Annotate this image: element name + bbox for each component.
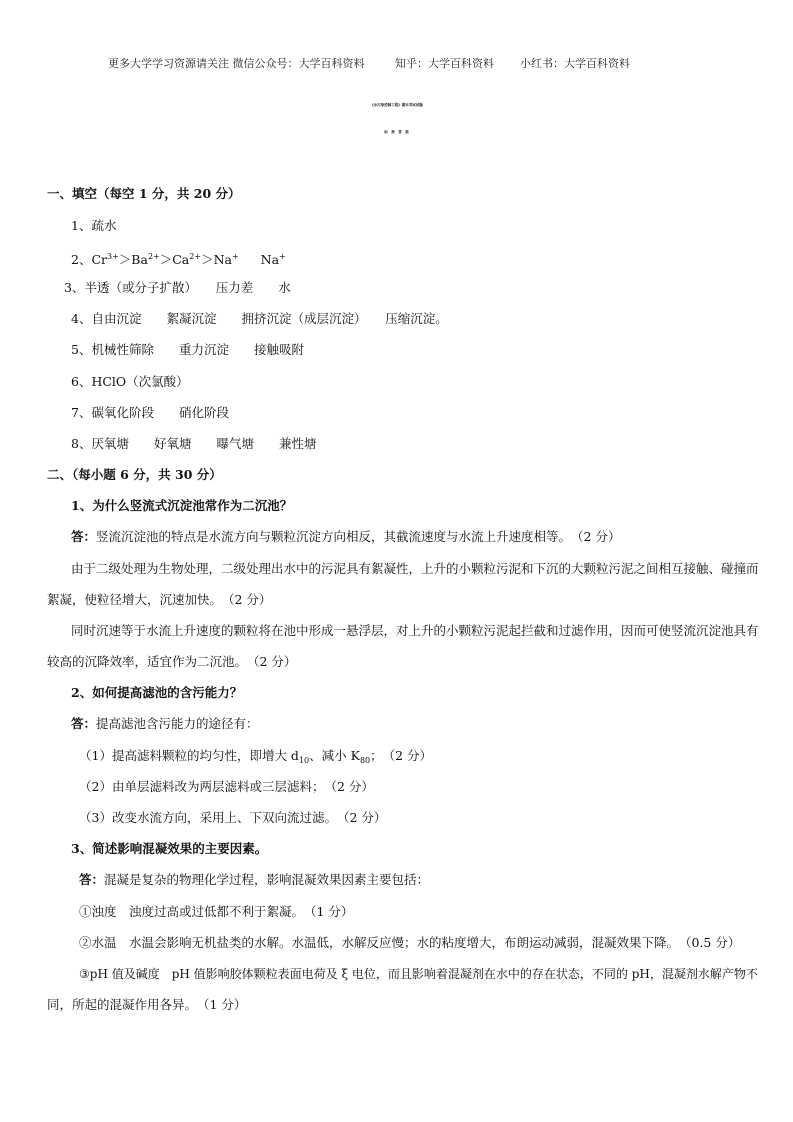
fill-answer-5: 5、机械性筛除 重力沉淀 接触吸附 — [71, 342, 304, 357]
question-3: 3、简述影响混凝效果的主要因素。 — [71, 841, 268, 856]
answer-3-factor3-line1: ③pH 值及碱度 pH 值影响胶体颗粒表面电荷及 ξ 电位，而且影响着混凝剂在水中的存在状态，不同的 pH，混凝剂水解产物不 — [79, 967, 758, 981]
page-title: 《水污染控制工程》期末考试试题 — [370, 103, 423, 107]
fill-answer-4: 4、自由沉淀 絮凝沉淀 拥挤沉淀（成层沉淀） 压缩沉淀。 — [71, 311, 448, 326]
fill-answer-6: 6、HClO（次氯酸） — [71, 374, 189, 389]
header-xiaohongshu: 小红书：大学百科资料 — [520, 57, 630, 70]
answer-2-item1: （1）提高滤料颗粒的均匀性，即增大 $d_{10}$、减小 $K_{80}$； （2 分） — [79, 748, 433, 765]
answer-2-item3: （3）改变水流方向，采用上、下双向流过滤。 （2 分） — [79, 810, 387, 825]
answer-1-para3-line1: 同时沉速等于水流上升速度的颗粒将在池中形成一悬浮层，对上升的小颗粒污泥起拦截和过滤作用，因而可使竖流沉淀池具有 — [71, 623, 759, 638]
header-wechat: 更多大学学习资源请关注 微信公众号：大学百科资料 — [108, 57, 365, 70]
answer-3-factor2: ②水温 水温会影响无机盐类的水解。水温低，水解反应慢；水的粘度增大，布朗运动减弱，混凝效果下降。 （0.5 分） — [79, 935, 741, 950]
answer-1-para2-line1: 由于二级处理为生物处理，二级处理出水中的污泥具有絮凝性，上升的小颗粒污泥和下沉的大颗粒污泥之间相互接触、碰撞而 — [71, 561, 759, 576]
answer-3-factor1: ①浊度 浊度过高或过低都不利于絮凝。 （1 分） — [79, 904, 354, 919]
fill-answer-3: 3、半透（或分子扩散） 压力差 水 — [64, 280, 291, 295]
fill-answer-7: 7、碳氧化阶段 硝化阶段 — [71, 405, 229, 420]
question-2: 2、如何提高滤池的含污能力？ — [71, 685, 243, 700]
answer-1-line1: 答：竖流沉淀池的特点是水流方向与颗粒沉淀方向相反，其截流速度与水流上升速度相等。 （2 分） — [71, 529, 621, 544]
section2-heading: 二、（每小题 6 分，共 30 分） — [47, 467, 222, 482]
fill-answer-2: 2、$Cr^{3+}>Ba^{2+}>Ca^{2+}>Na^+$ Na+ — [71, 252, 286, 267]
question-1: 1、为什么竖流式沉淀池常作为二沉池？ — [71, 498, 293, 513]
answer-1-para2-line2: 絮凝，使粒径增大，沉速加快。 （2 分） — [47, 592, 272, 607]
fill-answer-8: 8、厌氧塘 好氧塘 曝气塘 兼性塘 — [71, 436, 317, 451]
answer-2-line1: 答：提高滤池含污能力的途径有： — [71, 716, 259, 731]
answer-2-item2: （2）由单层滤料改为两层滤料或三层滤料； （2 分） — [79, 779, 374, 794]
page-subtitle: 标 准 答 案 — [384, 130, 409, 134]
fill-answer-1: 1、疏水 — [71, 218, 117, 233]
answer-1-para3-line2: 较高的沉降效率，适宜作为二沉池。 （2 分） — [47, 654, 297, 669]
section1-heading: 一、填空（每空 1 分，共 20 分） — [47, 186, 241, 201]
answer-3-line1: 答：混凝是复杂的物理化学过程，影响混凝效果因素主要包括： — [79, 872, 430, 887]
answer-3-factor3-line2: 同，所起的混凝作用各异。 （1 分） — [47, 997, 247, 1012]
header-zhihu: 知乎：大学百科资料 — [395, 57, 494, 70]
